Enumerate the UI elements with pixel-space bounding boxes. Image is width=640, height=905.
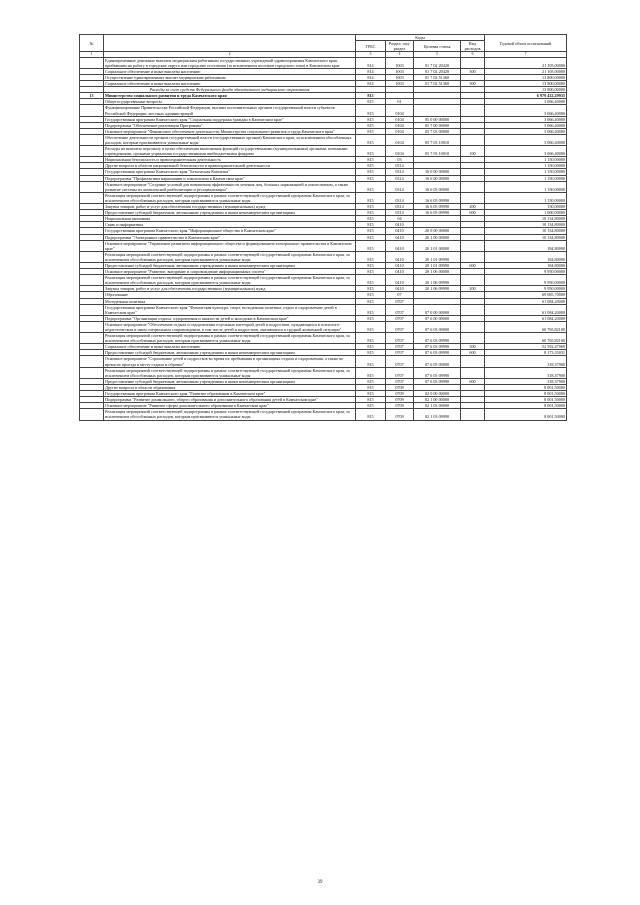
cell-amount: 21 105,00000	[485, 57, 567, 68]
cell-razdel: 0314	[386, 204, 414, 210]
cell-target: 20 1 01 09990	[414, 262, 461, 268]
cell-num	[80, 192, 104, 203]
header-razdel: Раздел, под- раздел	[386, 41, 414, 52]
cell-name: Образование	[104, 292, 356, 298]
cell-razdel: 0707	[386, 344, 414, 350]
cell-name: Основное мероприятие "Обеспечение отдыха и оздоровления отдельных категорий детей и подростков, нуждающихся в психолого-педагогическом и ином специальном сопровождении, в том числе детей и подростков, оказавшихся в трудной жизненной ситуации"	[104, 321, 356, 332]
cell-name: Закупка товаров, работ и услуг для обеспечения государственных (муниципальных) нужд	[104, 286, 356, 292]
cell-razdel: 0707	[386, 378, 414, 384]
cell-grbs: 815	[356, 169, 386, 175]
table-row	[80, 57, 567, 68]
cell-name: Предоставление субсидий бюджетным, автономным учреждениям и иным некоммерческим организациям	[104, 350, 356, 356]
header-name	[104, 35, 356, 52]
cell-vid: 600	[461, 350, 485, 356]
cell-razdel: 0709	[386, 409, 414, 420]
cell-name: Реализация мероприятий соответствующей подпрограммы в рамках соответствующей государственной программы Камчатского края, за исключением обособленных расходов, которым присваиваются уникальные коды	[104, 251, 356, 262]
cell-target: 20 1 00 00000	[414, 234, 461, 240]
cell-vid	[461, 367, 485, 378]
cell-amount: 8 001,50000	[485, 391, 567, 397]
cell-amount: 3 066,40000	[485, 146, 567, 157]
cell-vid: 600	[461, 210, 485, 216]
cell-amount: 52 592,47069	[485, 344, 567, 350]
cell-name: Государственная программа Камчатского края "Социальная поддержка граждан в Камчатском крае"	[104, 116, 356, 122]
cell-grbs: 815	[356, 216, 386, 222]
cell-amount: 6 979 432,29935	[485, 93, 567, 99]
cell-grbs: 814	[356, 74, 386, 80]
cell-name: Подпрограмма "Организация отдыха, оздоровления и занятости детей и молодежи в Камчатском крае"	[104, 315, 356, 321]
cell-name: Молодежная политика	[104, 298, 356, 304]
column-index: 1	[80, 52, 104, 57]
cell-target: 01 7 02 20420	[414, 68, 461, 74]
cell-razdel: 0410	[386, 275, 414, 286]
cell-name: Министерство социального развития и труда Камчатского края	[104, 93, 356, 99]
cell-name: Реализация мероприятий соответствующей подпрограммы в рамках соответствующей государственной программы Камчатского края, за исключением обособленных расходов, которым присваиваются уникальные коды	[104, 333, 356, 344]
cell-amount: 61 084,20000	[485, 315, 567, 321]
cell-amount: 13 800,00000	[485, 74, 567, 80]
cell-grbs: 815	[356, 286, 386, 292]
cell-razdel: 0709	[386, 397, 414, 403]
cell-target: 16 6 05 09990	[414, 210, 461, 216]
header-grbs: ГРБС	[356, 41, 386, 52]
cell-razdel: 0707	[386, 356, 414, 367]
cell-razdel: 0707	[386, 304, 414, 315]
cell-razdel: 1003	[386, 74, 414, 80]
cell-name: Реализация мероприятий соответствующей подпрограммы в рамках соответствующей государственной программы Камчатского края, за исключением обособленных расходов, которым присваиваются уникальные коды	[104, 192, 356, 203]
cell-target: 07 6 03 09990	[414, 344, 461, 350]
cell-name: Основное мероприятие "Финансовое обеспечение деятельности Министерства социального развития и труда Камчатского края"	[104, 128, 356, 134]
cell-target: 01 7 02 51360	[414, 74, 461, 80]
cell-amount: 69 085,70000	[485, 292, 567, 298]
cell-name: Основное мероприятие "Управление развитием информационного общества и формированием электронного правительства в Камчатском крае"	[104, 240, 356, 251]
cell-razdel: 0707	[386, 298, 414, 304]
cell-grbs: 815	[356, 228, 386, 234]
cell-name: Реализация мероприятий соответствующей подпрограммы в рамках соответствующей государственной программы Камчатского края, за исключением обособленных расходов, которым присваиваются уникальные коды	[104, 275, 356, 286]
cell-target: 07 6 05 09990	[414, 367, 461, 378]
cell-razdel: 0410	[386, 269, 414, 275]
cell-amount: 60 765,82100	[485, 321, 567, 332]
cell-target: 05 7 00 00000	[414, 122, 461, 128]
cell-vid: 200	[461, 204, 485, 210]
cell-amount: 1 150,00000	[485, 192, 567, 203]
cell-grbs: 815	[356, 181, 386, 192]
cell-vid	[461, 333, 485, 344]
cell-name: Подпрограмма "Обеспечение реализации Программы"	[104, 122, 356, 128]
cell-grbs: 815	[356, 210, 386, 216]
table-row	[80, 356, 567, 367]
cell-target: 07 0 00 00000	[414, 304, 461, 315]
cell-target: 16 6 05 00000	[414, 181, 461, 192]
cell-grbs: 815	[356, 192, 386, 203]
cell-target: 02 1 03 00000	[414, 403, 461, 409]
cell-amount: 61 084,20000	[485, 298, 567, 304]
cell-amount: 184,80000	[485, 262, 567, 268]
cell-num	[80, 146, 104, 157]
table-row	[80, 192, 567, 203]
cell-name: Реализация мероприятий соответствующей подпрограммы в рамках соответствующей государственной программы Камчатского края, за исключением обособленных расходов, которым присваиваются уникальные коды	[104, 367, 356, 378]
cell-amount: 9 950,00000	[485, 286, 567, 292]
cell-amount: 60 765,82100	[485, 333, 567, 344]
cell-razdel: 0104	[386, 105, 414, 116]
cell-razdel: 0410	[386, 234, 414, 240]
cell-num	[80, 134, 104, 145]
cell-amount: 10 134,80000	[485, 216, 567, 222]
column-index: 3	[356, 52, 386, 57]
cell-target: 07 6 03 09990	[414, 333, 461, 344]
table-row	[80, 181, 567, 192]
cell-amount: 8 001,50000	[485, 403, 567, 409]
cell-grbs: 815	[356, 234, 386, 240]
cell-num	[80, 105, 104, 116]
cell-razdel: 0104	[386, 134, 414, 145]
cell-grbs: 815	[356, 304, 386, 315]
cell-name: Другие вопросы в области образования	[104, 384, 356, 390]
cell-vid: 100	[461, 146, 485, 157]
cell-name: Государственная программа Камчатского края "Информационное общество в Камчатском крае"	[104, 228, 356, 234]
cell-grbs: 815	[356, 298, 386, 304]
cell-name: Подпрограмма "Профилактика наркомании и алкоголизма в Камчатском крае"	[104, 175, 356, 181]
cell-vid	[461, 134, 485, 145]
cell-amount: 8 001,50000	[485, 397, 567, 403]
cell-razdel: 0314	[386, 163, 414, 169]
cell-vid: 200	[461, 286, 485, 292]
cell-amount: 10 134,80000	[485, 222, 567, 228]
cell-target: 20 1 01 00000	[414, 240, 461, 251]
cell-name: Социальное обеспечение и иные выплаты населению	[104, 344, 356, 350]
cell-grbs: 815	[356, 251, 386, 262]
column-index: 7	[485, 52, 567, 57]
cell-grbs: 815	[356, 403, 386, 409]
cell-num	[80, 57, 104, 68]
cell-target: 07 6 05 00000	[414, 356, 461, 367]
header-target: Целевая статья	[414, 41, 461, 52]
cell-vid	[461, 321, 485, 332]
cell-razdel: 07	[386, 292, 414, 298]
cell-razdel: 0707	[386, 350, 414, 356]
table-body	[80, 57, 567, 420]
cell-grbs: 815	[356, 315, 386, 321]
cell-num	[80, 304, 104, 315]
header-vid: Вид расходов	[461, 41, 485, 52]
cell-razdel: 01	[386, 99, 414, 105]
cell-razdel: 0709	[386, 403, 414, 409]
cell-razdel: 0104	[386, 122, 414, 128]
cell-grbs: 815	[356, 122, 386, 128]
table-row	[80, 251, 567, 262]
cell-amount: 1 150,00000	[485, 157, 567, 163]
cell-target: 05 7 03 10010	[414, 134, 461, 145]
header-num: №	[80, 35, 104, 52]
cell-grbs: 815	[356, 157, 386, 163]
cell-target: 16 6 05 09990	[414, 192, 461, 203]
cell-amount: 184,80000	[485, 240, 567, 251]
cell-grbs: 815	[356, 333, 386, 344]
cell-grbs: 815	[356, 146, 386, 157]
cell-vid	[461, 409, 485, 420]
cell-razdel: 0410	[386, 286, 414, 292]
cell-grbs: 815	[356, 269, 386, 275]
cell-target	[414, 105, 461, 116]
header-amount: Годовой объем ассигнований	[485, 35, 567, 52]
cell-target: 01 7 02 20420	[414, 57, 461, 68]
cell-name: Основное мероприятие "Развитие сферы дополнительного образования в Камчатском крае"	[104, 403, 356, 409]
cell-num	[80, 333, 104, 344]
cell-amount: 9 950,00000	[485, 269, 567, 275]
cell-name: Основное мероприятие "Страхование детей и подростков во время их пребывания в организациях отдыха и оздоровления, а также во время их проезда к месту отдыха и обратно"	[104, 356, 356, 367]
cell-grbs: 815	[356, 391, 386, 397]
cell-razdel: 0709	[386, 391, 414, 397]
cell-name: Расходы за счет средств Федерального фонда обязательного медицинского страхования	[104, 87, 356, 93]
cell-target: 07 6 05 09990	[414, 378, 461, 384]
cell-razdel: 04	[386, 216, 414, 222]
cell-razdel: 0314	[386, 169, 414, 175]
cell-grbs: 815	[356, 99, 386, 105]
cell-razdel: 0314	[386, 210, 414, 216]
cell-name: Предоставление субсидий бюджетным, автономным учреждениям и иным некоммерческим организациям	[104, 378, 356, 384]
cell-grbs: 815	[356, 116, 386, 122]
cell-amount: 8 001,50000	[485, 384, 567, 390]
cell-target: 20 1 06 09990	[414, 286, 461, 292]
cell-name: Расходы на выплаты персоналу в целях обеспечения выполнения функций государственными (муниципальными) органами, казенными учреждениями, органами управления государственными внебюджетными фондами	[104, 146, 356, 157]
cell-grbs: 814	[356, 57, 386, 68]
cell-vid	[461, 251, 485, 262]
table-row	[80, 275, 567, 286]
cell-num	[80, 409, 104, 420]
cell-name: Связь и информатика	[104, 222, 356, 228]
cell-razdel: 0707	[386, 315, 414, 321]
cell-grbs: 815	[356, 350, 386, 356]
cell-amount: 150,00000	[485, 204, 567, 210]
cell-razdel: 0314	[386, 181, 414, 192]
cell-num	[80, 321, 104, 332]
cell-target: 05 7 03 00000	[414, 128, 461, 134]
cell-grbs: 815	[356, 105, 386, 116]
cell-target: 01 7 02 51360	[414, 81, 461, 87]
cell-grbs: 815	[356, 356, 386, 367]
cell-amount: 61 084,20000	[485, 304, 567, 315]
cell-vid	[461, 192, 485, 203]
cell-grbs: 815	[356, 344, 386, 350]
cell-num	[80, 356, 104, 367]
cell-grbs: 815	[356, 134, 386, 145]
cell-razdel: 03	[386, 157, 414, 163]
cell-razdel: 0707	[386, 367, 414, 378]
table-row	[80, 304, 567, 315]
cell-target: 05 7 03 10010	[414, 146, 461, 157]
cell-grbs: 815	[356, 163, 386, 169]
cell-name: Подпрограмма "Развитие дошкольного, общего образования и дополнительного образования детей в Камчатском крае"	[104, 397, 356, 403]
page-number: 39	[317, 880, 323, 885]
cell-name: Общегосударственные вопросы	[104, 99, 356, 105]
cell-amount: 3 066,40000	[485, 105, 567, 116]
cell-grbs: 815	[356, 378, 386, 384]
cell-grbs: 815	[356, 262, 386, 268]
cell-target: 16 6 05 09990	[414, 204, 461, 210]
cell-num	[80, 367, 104, 378]
column-index: 6	[461, 52, 485, 57]
cell-name: Функционирование Правительства Российской Федерации, высших исполнительных органов государственной власти субъектов Российской Федерации, местных администраций	[104, 105, 356, 116]
cell-name: Государственная программа Камчатского края "Развитие образования в Камчатском крае"	[104, 391, 356, 397]
cell-razdel: 0410	[386, 251, 414, 262]
cell-name: Государственная программа Камчатского края "Физическая культура, спорт, молодежная политика, отдых и оздоровление детей в Камчатском крае"	[104, 304, 356, 315]
cell-vid: 600	[461, 262, 485, 268]
cell-vid	[461, 105, 485, 116]
budget-table	[79, 34, 567, 421]
cell-num	[80, 251, 104, 262]
cell-target: 05 0 00 00000	[414, 116, 461, 122]
cell-name: Подпрограмма "Электронное правительство в Камчатском крае"	[104, 234, 356, 240]
cell-razdel: 0314	[386, 192, 414, 203]
cell-target: 20 1 06 00000	[414, 269, 461, 275]
cell-grbs: 814	[356, 81, 386, 87]
cell-grbs: 815	[356, 240, 386, 251]
cell-razdel: 0410	[386, 262, 414, 268]
cell-amount: 318,37900	[485, 378, 567, 384]
table-row	[80, 321, 567, 332]
cell-grbs: 815	[356, 275, 386, 286]
cell-razdel: 0104	[386, 116, 414, 122]
cell-amount: 3 066,40000	[485, 128, 567, 134]
column-index: 5	[414, 52, 461, 57]
cell-grbs: 814	[356, 68, 386, 74]
cell-name: Закупка товаров, работ и услуг для обеспечения государственных (муниципальных) нужд	[104, 204, 356, 210]
cell-amount: 3 066,40000	[485, 116, 567, 122]
cell-num: 13	[80, 93, 104, 99]
cell-razdel: 1003	[386, 68, 414, 74]
cell-vid	[461, 304, 485, 315]
cell-target: 20 1 01 09990	[414, 251, 461, 262]
table-row	[80, 134, 567, 145]
cell-razdel: 0707	[386, 321, 414, 332]
cell-razdel: 1003	[386, 57, 414, 68]
table-row	[80, 105, 567, 116]
table-row	[80, 240, 567, 251]
cell-razdel: 0104	[386, 146, 414, 157]
cell-amount: 10 134,80000	[485, 228, 567, 234]
cell-amount: 10 134,80000	[485, 234, 567, 240]
cell-amount: 1 150,00000	[485, 163, 567, 169]
cell-amount: 1 150,00000	[485, 181, 567, 192]
cell-name: Государственная программа Камчатского края "Безопасная Камчатка"	[104, 169, 356, 175]
cell-target: 07 6 00 00000	[414, 315, 461, 321]
cell-target: 07 6 03 09990	[414, 350, 461, 356]
cell-target: 07 6 03 00000	[414, 321, 461, 332]
cell-amount: 1 150,00000	[485, 175, 567, 181]
cell-grbs: 815	[356, 367, 386, 378]
cell-razdel: 1003	[386, 81, 414, 87]
cell-vid	[461, 57, 485, 68]
budget-table-page	[79, 34, 566, 421]
cell-razdel: 0707	[386, 333, 414, 344]
cell-amount: 1 000,00000	[485, 210, 567, 216]
cell-vid: 300	[461, 68, 485, 74]
cell-amount: 3 066,40000	[485, 122, 567, 128]
cell-amount: 3 066,40000	[485, 134, 567, 145]
cell-target: 20 1 06 09990	[414, 275, 461, 286]
cell-grbs: 815	[356, 321, 386, 332]
cell-razdel: 0410	[386, 228, 414, 234]
cell-amount: 9 950,00000	[485, 275, 567, 286]
cell-razdel: 0709	[386, 384, 414, 390]
cell-amount: 3 066,40000	[485, 99, 567, 105]
cell-grbs: 815	[356, 292, 386, 298]
cell-grbs: 815	[356, 175, 386, 181]
cell-name: Основное мероприятие "Развитие, внедрение и сопровождение информационных систем"	[104, 269, 356, 275]
cell-amount: 318,37900	[485, 367, 567, 378]
cell-vid	[461, 356, 485, 367]
cell-name: Национальная безопасность и правоохранительная деятельность	[104, 157, 356, 163]
table-row	[80, 367, 567, 378]
cell-name: Другие вопросы в области национальной безопасности и правоохранительной деятельности	[104, 163, 356, 169]
cell-razdel: 0314	[386, 175, 414, 181]
cell-grbs: 815	[356, 409, 386, 420]
cell-name: Национальная экономика	[104, 216, 356, 222]
cell-amount: 318,37900	[485, 356, 567, 367]
cell-amount: 13 800,00000	[485, 81, 567, 87]
cell-grbs: 815	[356, 384, 386, 390]
column-index: 4	[386, 52, 414, 57]
cell-amount: 8 173,35031	[485, 350, 567, 356]
cell-name: Основное мероприятие "Создание условий для повышения эффективности лечения лиц, больных наркоманией и алкоголизмом, а также развитие системы их комплексной реабилитации и ресоциализации"	[104, 181, 356, 192]
cell-name: Социальное обеспечение и иные выплаты населению	[104, 81, 356, 87]
cell-grbs: 815	[356, 128, 386, 134]
cell-grbs: 815	[356, 93, 386, 99]
header-codes: Коды	[356, 35, 485, 41]
cell-name: Предоставление субсидий бюджетным, автономным учреждениям и иным некоммерческим организациям	[104, 210, 356, 216]
cell-amount: 21 105,00000	[485, 68, 567, 74]
cell-name: Осуществление единовременных выплат медицинским работникам	[104, 74, 356, 80]
cell-name: Социальное обеспечение и иные выплаты населению	[104, 68, 356, 74]
cell-target: 02 1 03 09990	[414, 409, 461, 420]
cell-amount: 13 800,00000	[485, 87, 567, 93]
cell-target: 02 1 00 00000	[414, 397, 461, 403]
cell-num	[80, 275, 104, 286]
cell-name: Реализация мероприятий соответствующей подпрограммы в рамках соответствующей государственной программы Камчатского края, за исключением обособленных расходов, которым присваиваются уникальные коды	[104, 409, 356, 420]
cell-name: Единовременные денежные выплаты медицинским работникам государственных учреждений здравоохранения Камчатского края, прибывшим на работу в городские округа или городские поселения (за исключением поселков городского типа) в Камчатском крае	[104, 57, 356, 68]
cell-vid: 300	[461, 81, 485, 87]
cell-vid	[461, 240, 485, 251]
cell-amount: 1 150,00000	[485, 169, 567, 175]
cell-grbs: 815	[356, 204, 386, 210]
cell-name: Предоставление субсидий бюджетным, автономным учреждениям и иным некоммерческим организациям	[104, 262, 356, 268]
cell-vid	[461, 275, 485, 286]
cell-target: 16 6 00 00000	[414, 175, 461, 181]
cell-razdel: 0410	[386, 240, 414, 251]
cell-razdel: 0410	[386, 222, 414, 228]
cell-razdel: 0104	[386, 128, 414, 134]
cell-amount: 8 001,50000	[485, 409, 567, 420]
cell-grbs: 815	[356, 397, 386, 403]
cell-vid: 300	[461, 344, 485, 350]
cell-num	[80, 240, 104, 251]
cell-amount: 184,80000	[485, 251, 567, 262]
cell-grbs: 815	[356, 222, 386, 228]
column-index: 2	[104, 52, 356, 57]
cell-name: Обеспечение деятельности органов государственной власти (государственных органов) Камчатского края, за исключением обособленных расходов, которым присваиваются уникальные коды	[104, 134, 356, 145]
table-row	[80, 409, 567, 420]
cell-target: 20 0 00 00000	[414, 228, 461, 234]
table-row	[80, 146, 567, 157]
cell-vid	[461, 181, 485, 192]
cell-vid: 600	[461, 378, 485, 384]
cell-target: 16 0 00 00000	[414, 169, 461, 175]
cell-target: 02 0 00 00000	[414, 391, 461, 397]
table-row	[80, 333, 567, 344]
cell-num	[80, 181, 104, 192]
